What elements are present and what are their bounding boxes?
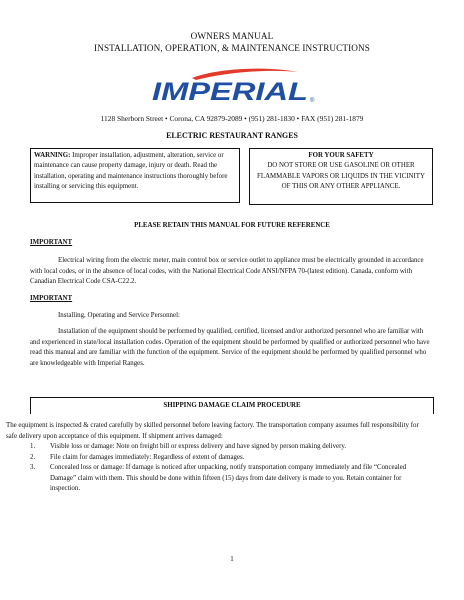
shipping-body — [6, 421, 424, 495]
manual-title: OWNERS MANUAL — [190, 31, 274, 41]
product-title: ELECTRIC RESTAURANT RANGES — [166, 131, 298, 140]
important-paragraph-1 — [30, 256, 434, 288]
page-number: 1 — [230, 556, 234, 563]
shipping-step — [6, 442, 424, 453]
important-text-2: Installation of the equipment should be performed by qualified, certified, licensed and/or authorized personnel who are familiar with and experienced in state/local installation codes. Operation of the equipment should be performed by qualified or authorized personnel who have read this manual and are familiar with the function of the equipment. Service of the equipment should be performed by qualified personnel who are knowledgeable with Imperial Ranges. — [30, 328, 430, 367]
important-heading-2: IMPORTANT — [30, 295, 73, 302]
step-text: File claim for damages immediately: Regardless of extent of damages. — [50, 453, 245, 461]
logo-registered-mark: ® — [310, 98, 315, 104]
important-text-1: Electrical wiring from the electric meter, main control box or service outlet to appliance must be electrically grounded in accordance with local codes, or in the absence of local codes, with the National Electrical Code ANSI/NFPA 70-(latest edition). Canada, conform with Canadian Electrical Code CSA-C22.2. — [30, 257, 424, 285]
warning-text: Improper installation, adjustment, alteration, service or maintenance can cause property damage, injury or death. Read the installation, operating and maintenance instructions thoroughly before installing or servicing this equipment. — [34, 152, 228, 191]
safety-box — [249, 148, 433, 205]
shipping-heading-box — [30, 397, 434, 414]
step-number: 3. — [30, 464, 36, 471]
step-text: Concealed loss or damage: If damage is noticed after unpacking, notify transportation company immediately and file “Concealed Damage” claim with them. This should be done within fifteen (15) days from date delivery is made to you. Retain container for inspection. — [50, 464, 407, 492]
shipping-heading: SHIPPING DAMAGE CLAIM PROCEDURE — [163, 402, 301, 409]
step-number: 2. — [30, 453, 36, 461]
personnel-intro: Installing, Operating and Service Personnel: — [58, 312, 180, 319]
imperial-logo — [148, 66, 320, 106]
safety-heading: FOR YOUR SAFETY — [308, 152, 374, 159]
manual-subtitle: INSTALLATION, OPERATION, & MAINTENANCE INSTRUCTIONS — [94, 43, 370, 53]
warning-label: WARNING: — [34, 152, 71, 159]
warning-box — [30, 148, 240, 203]
retain-notice: PLEASE RETAIN THIS MANUAL FOR FUTURE REFERENCE — [134, 222, 330, 229]
shipping-intro: The equipment is inspected & crated carefully by skilled personnel before leaving factory. The transportation company assumes full responsibility for safe delivery upon acceptance of this equipment. If shipment arrives damaged: — [6, 422, 419, 440]
shipping-step — [6, 463, 424, 495]
important-heading-1: IMPORTANT — [30, 239, 73, 246]
important-paragraph-2 — [30, 327, 434, 369]
step-text: Visible loss or damage: Note on freight bill or express delivery and have signed by person making delivery. — [50, 443, 347, 450]
step-number: 1. — [30, 443, 36, 450]
safety-text: DO NOT STORE OR USE GASOLINE OR OTHER FLAMMABLE VAPORS OR LIQUIDS IN THE VICINITY OF THIS OR ANY OTHER APPLIANCE. — [257, 162, 425, 191]
important-intro-2 — [30, 311, 434, 322]
company-address: 1128 Sherborn Street • Corona, CA 92879-2089 • (951) 281-1830 • FAX (951) 281-1879 — [100, 114, 364, 123]
shipping-step — [6, 453, 424, 464]
logo-wordmark: IMPERIAL — [152, 78, 308, 106]
shipping-steps — [6, 442, 424, 495]
